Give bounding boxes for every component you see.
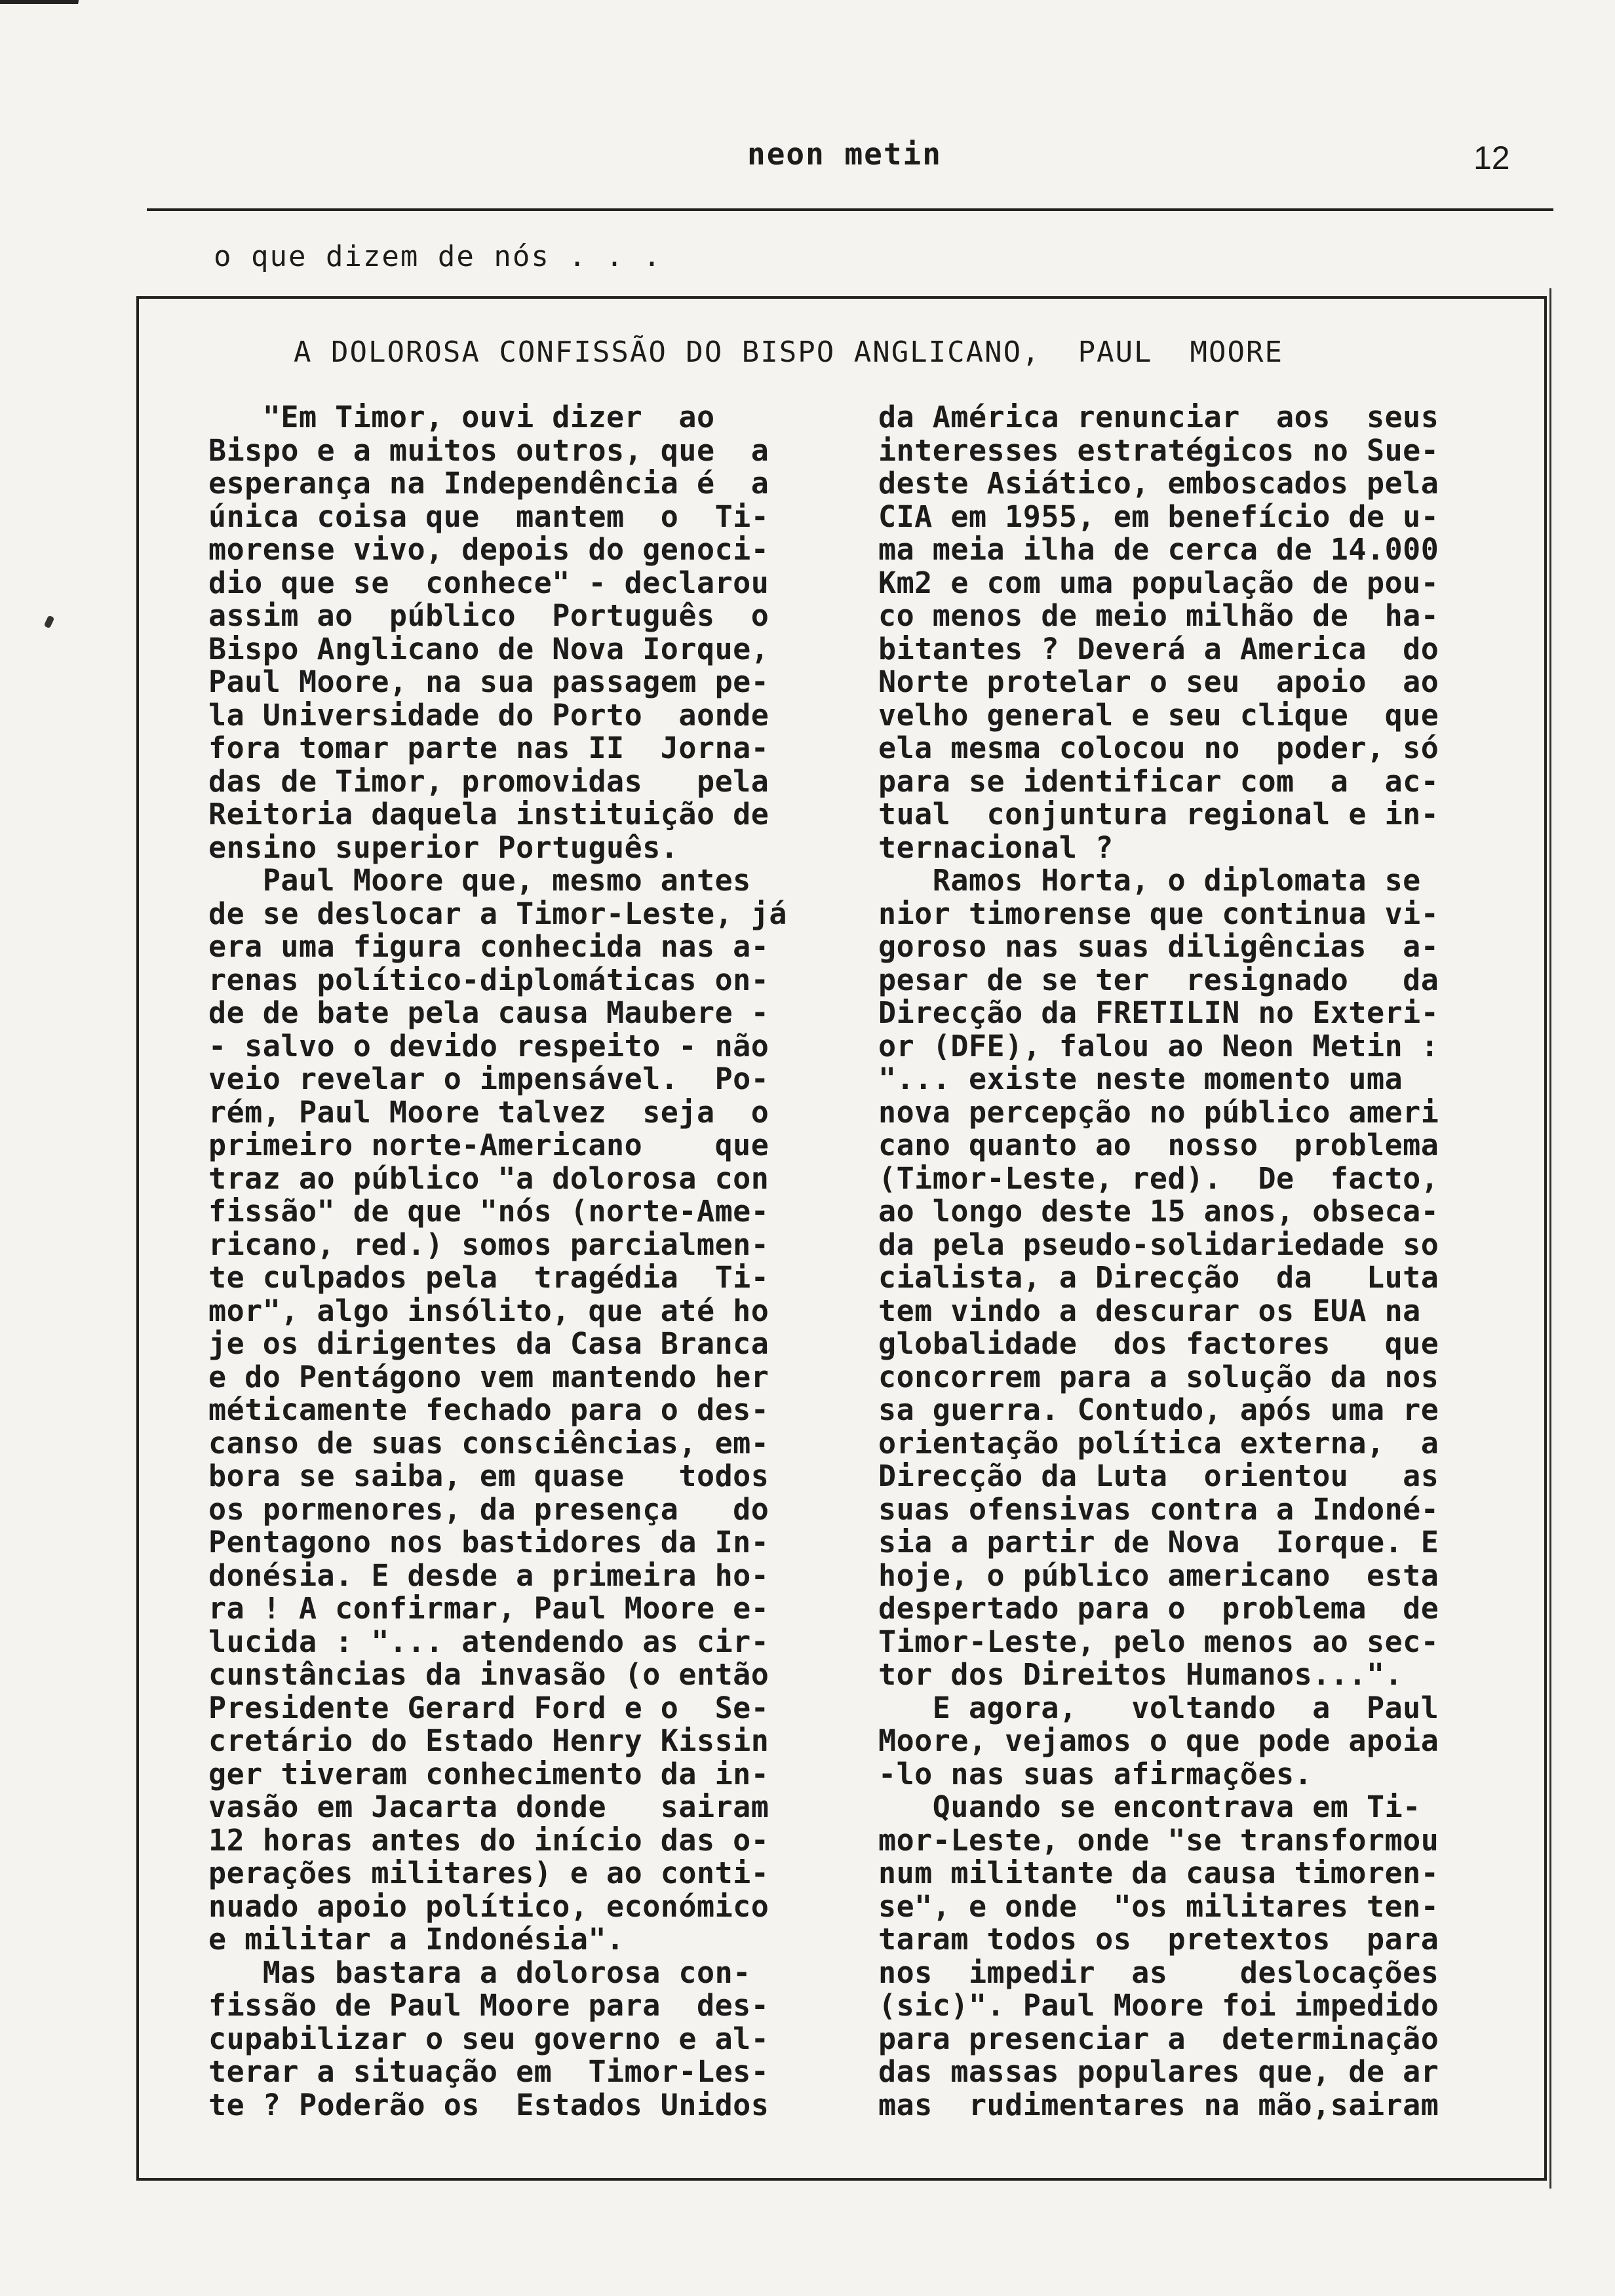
text-line: deste Asiático, emboscados pela (878, 466, 1439, 501)
text-line: interesses estratégicos no Sue- (878, 432, 1439, 468)
text-line: cupabilizar o seu governo e al- (208, 2021, 769, 2056)
text-line: veio revelar o impensável. Po- (208, 1062, 769, 1096)
text-line: Direcção da Luta orientou as (878, 1459, 1439, 1493)
text-line: velho general e seu clique que (878, 697, 1439, 733)
text-line: lucida : "... atendendo as cir- (208, 1624, 769, 1659)
text-line: se", e onde "os militares ten- (878, 1888, 1439, 1924)
text-line: tem vindo a descurar os EUA na (878, 1293, 1421, 1328)
text-line: traz ao público "a dolorosa con (208, 1160, 769, 1196)
header-rule (147, 208, 1553, 211)
text-line: fora tomar parte nas II Jorna- (208, 731, 769, 765)
text-line: (sic)". Paul Moore foi impedido (878, 1988, 1439, 2023)
text-line: primeiro norte-Americano que (208, 1128, 769, 1162)
text-line: os pormenores, da presença do (208, 1491, 769, 1527)
text-line: méticamente fechado para o des- (208, 1392, 769, 1427)
text-line: Norte protelar o seu apoio ao (878, 664, 1439, 699)
text-line: ao longo deste 15 anos, obseca- (878, 1194, 1439, 1229)
text-line: nior timorense que continua vi- (878, 896, 1439, 931)
text-line: Paul Moore que, mesmo antes (208, 863, 751, 898)
text-line: vasão em Jacarta donde sairam (208, 1789, 769, 1824)
text-line: te ? Poderão os Estados Unidos (208, 2087, 769, 2122)
text-line: ra ! A confirmar, Paul Moore e- (208, 1591, 769, 1626)
text-line: -lo nas suas afirmações. (878, 1756, 1313, 1791)
publication-masthead: neon metin (747, 136, 942, 172)
text-line: pesar de se ter resignado da (878, 962, 1439, 997)
text-line: Direcção da FRETILIN no Exteri- (878, 995, 1439, 1030)
text-line: ma meia ilha de cerca de 14.000 (878, 532, 1439, 567)
text-line: taram todos os pretextos para (878, 1922, 1439, 1957)
text-line: perações militares) e ao conti- (208, 1856, 769, 1890)
text-line: esperança na Independência é a (208, 466, 769, 501)
text-line: despertado para o problema de (878, 1591, 1439, 1626)
text-line: Paul Moore, na sua passagem pe- (208, 664, 769, 699)
text-line: co menos de meio milhão de ha- (878, 598, 1439, 633)
article-title: A DOLOROSA CONFISSÃO DO BISPO ANGLICANO, PAUL MOORE (294, 335, 1283, 369)
text-line: donésia. E desde a primeira ho- (208, 1558, 769, 1593)
text-line: (Timor-Leste, red). De facto, (878, 1160, 1439, 1196)
text-line: mas rudimentares na mão,sairam (878, 2087, 1439, 2122)
text-line: para se identificar com a ac- (878, 763, 1439, 799)
text-line: Bispo Anglicano de Nova Iorque, (208, 631, 769, 666)
text-line: fissão de Paul Moore para des- (208, 1988, 769, 2023)
text-line: la Universidade do Porto aonde (208, 697, 769, 733)
text-line: da América renunciar aos seus (878, 400, 1439, 434)
text-line: tual conjuntura regional e in- (878, 797, 1439, 832)
text-line: e militar a Indonésia". (208, 1922, 625, 1957)
text-line: ternacional ? (878, 830, 1114, 865)
text-line: ela mesma colocou no poder, só (878, 731, 1439, 765)
text-line: assim ao público Português o (208, 598, 769, 633)
text-line: das de Timor, promovidas pela (208, 763, 769, 799)
article-left-column (208, 401, 818, 2122)
text-line: para presenciar a determinação (878, 2021, 1439, 2056)
ink-speck (44, 615, 55, 629)
text-line: nova percepção no público ameri (878, 1094, 1439, 1130)
text-line: or (DFE), falou ao Neon Metin : (878, 1028, 1439, 1063)
text-line: Km2 e com uma população de pou- (878, 565, 1439, 600)
text-line: Timor-Leste, pelo menos ao sec- (878, 1624, 1439, 1659)
text-line: mor", algo insólito, que até ho (208, 1293, 769, 1328)
text-line: de de bate pela causa Maubere - (208, 995, 769, 1030)
text-line: ricano, red.) somos parcialmen- (208, 1227, 769, 1262)
text-line: sa guerra. Contudo, após uma re (878, 1392, 1439, 1427)
text-line: Mas bastara a dolorosa con- (208, 1955, 751, 1990)
text-line: cano quanto ao nosso problema (878, 1128, 1439, 1162)
text-line: cunstâncias da invasão (o então (208, 1657, 769, 1692)
text-line: Quando se encontrava em Ti- (878, 1789, 1421, 1824)
article-right-column (878, 401, 1494, 2122)
text-line: única coisa que mantem o Ti- (208, 499, 769, 534)
section-label: o que dizem de nós . . . (214, 240, 662, 273)
text-line: ger tiveram conhecimento da in- (208, 1756, 769, 1791)
text-line: Pentagono nos bastidores da In- (208, 1525, 769, 1559)
text-line: morense vivo, depois do genoci- (208, 532, 769, 567)
text-line: "Em Timor, ouvi dizer ao (208, 400, 715, 434)
text-line: Bispo e a muitos outros, que a (208, 432, 769, 468)
text-line: de se deslocar a Timor-Leste, já (208, 896, 787, 931)
text-line: Ramos Horta, o diplomata se (878, 863, 1421, 898)
text-line: ensino superior Português. (208, 830, 679, 865)
text-line: globalidade dos factores que (878, 1326, 1439, 1361)
text-line: nos impedir as deslocações (878, 1955, 1439, 1990)
text-line: Reitoria daquela instituição de (208, 797, 769, 832)
text-line: orientação política externa, a (878, 1425, 1439, 1461)
text-line: "... existe neste momento uma (878, 1062, 1403, 1096)
text-line: canso de suas consciências, em- (208, 1425, 769, 1461)
text-line: renas político-diplomáticas on- (208, 962, 769, 997)
margin-rule (1549, 288, 1551, 2189)
text-line: Presidente Gerard Ford e o Se- (208, 1690, 769, 1725)
page-number: 12 (1473, 140, 1510, 176)
text-line: e do Pentágono vem mantendo her (208, 1359, 769, 1394)
text-line: bora se saiba, em quase todos (208, 1459, 769, 1493)
text-line: CIA em 1955, em benefício de u- (878, 499, 1439, 534)
text-line: cretário do Estado Henry Kissin (208, 1723, 769, 1758)
text-line: concorrem para a solução da nos (878, 1359, 1439, 1394)
text-line: bitantes ? Deverá a America do (878, 631, 1439, 666)
page-corner-mark (0, 0, 79, 13)
text-line: terar a situação em Timor-Les- (208, 2054, 769, 2089)
text-line: num militante da causa timoren- (878, 1856, 1439, 1890)
text-line: cialista, a Direcção da Luta (878, 1260, 1439, 1295)
text-line: rém, Paul Moore talvez seja o (208, 1094, 769, 1130)
text-line: Moore, vejamos o que pode apoia (878, 1723, 1439, 1758)
text-line: sia a partir de Nova Iorque. E (878, 1525, 1439, 1559)
text-line: - salvo o devido respeito - não (208, 1028, 769, 1063)
text-line: te culpados pela tragédia Ti- (208, 1260, 769, 1295)
text-line: je os dirigentes da Casa Branca (208, 1326, 769, 1361)
text-line: 12 horas antes do início das o- (208, 1822, 769, 1858)
text-line: dio que se conhece" - declarou (208, 565, 769, 600)
text-line: da pela pseudo-solidariedade so (878, 1227, 1439, 1262)
text-line: nuado apoio político, económico (208, 1888, 769, 1924)
text-line: mor-Leste, onde "se transformou (878, 1822, 1439, 1858)
text-line: goroso nas suas diligências a- (878, 929, 1439, 964)
text-line: fissão" de que "nós (norte-Ame- (208, 1194, 769, 1229)
text-line: das massas populares que, de ar (878, 2054, 1439, 2089)
text-line: tor dos Direitos Humanos...". (878, 1657, 1403, 1692)
text-line: hoje, o público americano esta (878, 1558, 1439, 1593)
text-line: E agora, voltando a Paul (878, 1690, 1439, 1725)
text-line: era uma figura conhecida nas a- (208, 929, 769, 964)
text-line: suas ofensivas contra a Indoné- (878, 1491, 1439, 1527)
